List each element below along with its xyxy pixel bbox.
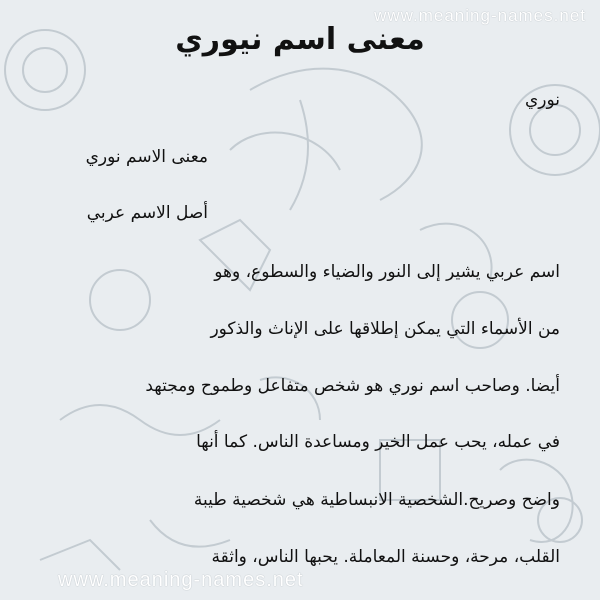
description-line-1: اسم عربي يشير إلى النور والضياء والسطوع، وهو [214, 262, 560, 282]
description-line-5: واضح وصريح.الشخصية الانبساطية هي شخصية طيبة [193, 490, 560, 510]
meaning-heading: معنى الاسم نوري [85, 147, 208, 167]
watermark-bottom: www.meaning-names.net [58, 569, 304, 591]
origin-line: أصل الاسم عربي [86, 203, 208, 223]
page-title: معنى اسم نيوري [175, 22, 425, 57]
description-line-2: من الأسماء التي يمكن إطلاقها على الإناث والذكور [210, 319, 560, 339]
description-line-4: في عمله، يحب عمل الخير ومساعدة الناس. كما أنها [196, 432, 560, 452]
name-line: نوري [524, 90, 560, 110]
watermark-top: www.meaning-names.net [374, 6, 586, 25]
description-line-3: أيضا. وصاحب اسم نوري هو شخص متفاعل وطموح ومجتهد [145, 376, 560, 396]
description-line-6: القلب، مرحة، وحسنة المعاملة. يحبها الناس، واثقة [211, 547, 560, 567]
